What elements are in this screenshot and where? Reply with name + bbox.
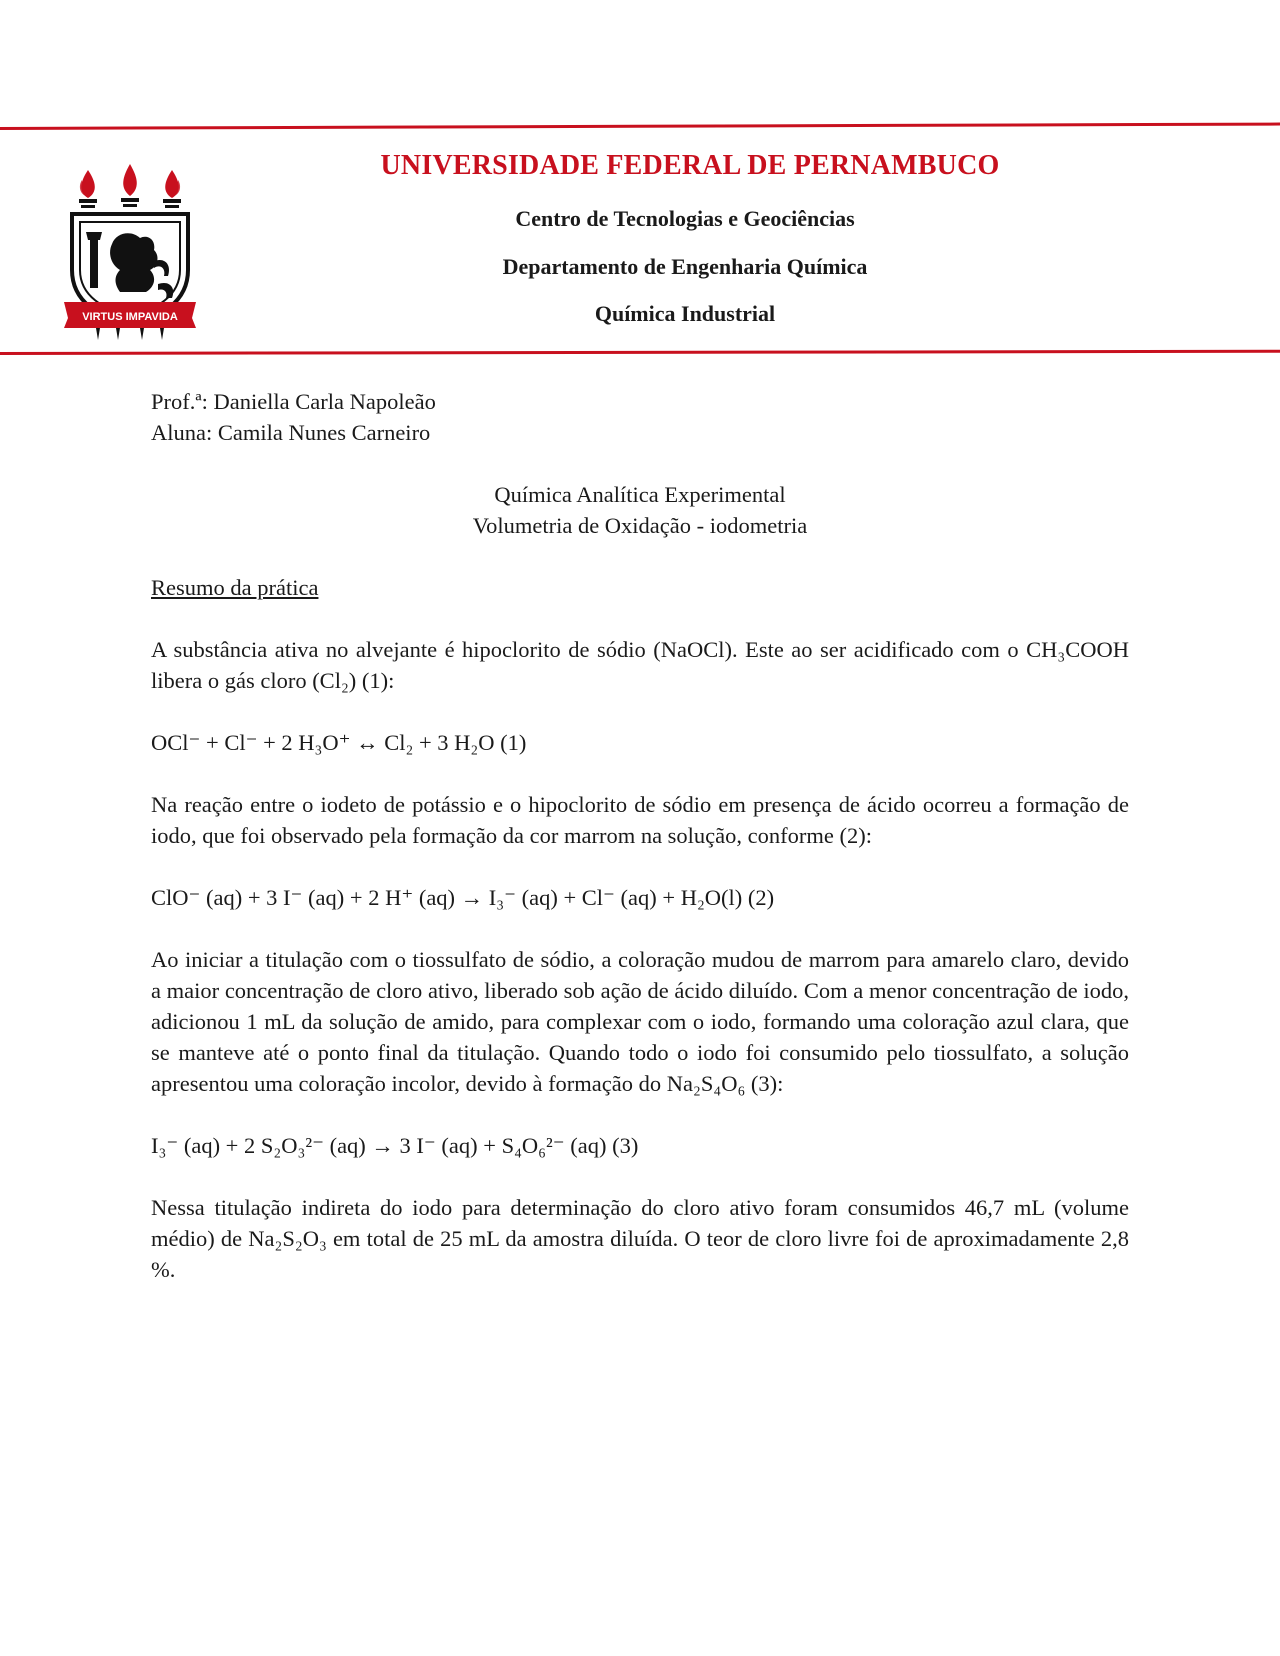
logo-banner-text: VIRTUS IMPAVIDA [82, 311, 178, 323]
paragraph-1: A substância ativa no alvejante é hipoclorito de sódio (NaOCl). Este ao ser acidificado com o CH₃COOH libera o gás cloro (Cl₂) (1): [151, 637, 1129, 693]
equation-2: ClO⁻ (aq) + 3 I⁻ (aq) + 2 H⁺ (aq) → I₃⁻ (aq) + Cl⁻ (aq) + H₂O(l) (2) [151, 885, 775, 910]
topic-title: Volumetria de Oxidação - iodometria [472, 513, 808, 538]
equation-1: OCl⁻ + Cl⁻ + 2 H₃O⁺ ↔ Cl₂ + 3 H₂O (1) [151, 730, 527, 755]
department-name: Departamento de Engenharia Química [502, 254, 868, 279]
equation-3: I₃⁻ (aq) + 2 S₂O₃²⁻ (aq) → 3 I⁻ (aq) + S₄O₆²⁻ (aq) (3) [151, 1133, 639, 1158]
paragraph-4: Nessa titulação indireta do iodo para determinação do cloro ativo foram consumidos 46,7 mL (volume médio) de Na₂S₂O₃ em total de 25 mL da amostra diluída. O teor de cloro livre foi de aproximadamente 2,8 %. [151, 1195, 1129, 1282]
student-line: Aluna: Camila Nunes Carneiro [151, 420, 431, 445]
header-top-rule [0, 123, 1280, 130]
subject-title: Química Analítica Experimental [494, 482, 786, 507]
center-name: Centro de Tecnologias e Geociências [515, 206, 855, 231]
paragraph-3: Ao iniciar a titulação com o tiossulfato de sódio, a coloração mudou de marrom para amarelo claro, devido a maior concentração de cloro ativo, liberado sob ação de ácido diluído. Com a menor concentração de iodo, adicionou 1 mL da solução de amido, para complexar com o iodo, formando uma coloração azul clara, que se manteve até o ponto final da titulação. Quando todo o iodo foi consumido pelo tiossulfato, a solução apresentou uma coloração incolor, devido à formação do Na₂S₄O₆ (3): [151, 947, 1129, 1096]
paragraph-2: Na reação entre o iodeto de potássio e o hipoclorito de sódio em presença de ácido ocorreu a formação de iodo, que foi observado pela formação da cor marrom na solução, conforme (2): [151, 792, 1129, 848]
professor-line: Prof.ª: Daniella Carla Napoleão [151, 389, 436, 414]
section-heading: Resumo da prática [151, 575, 319, 600]
university-name: UNIVERSIDADE FEDERAL DE PERNAMBUCO [380, 150, 1000, 181]
university-crest-logo [60, 152, 200, 342]
course-name: Química Industrial [594, 301, 776, 326]
header-bottom-rule [0, 350, 1280, 355]
document-body [151, 386, 1129, 1285]
